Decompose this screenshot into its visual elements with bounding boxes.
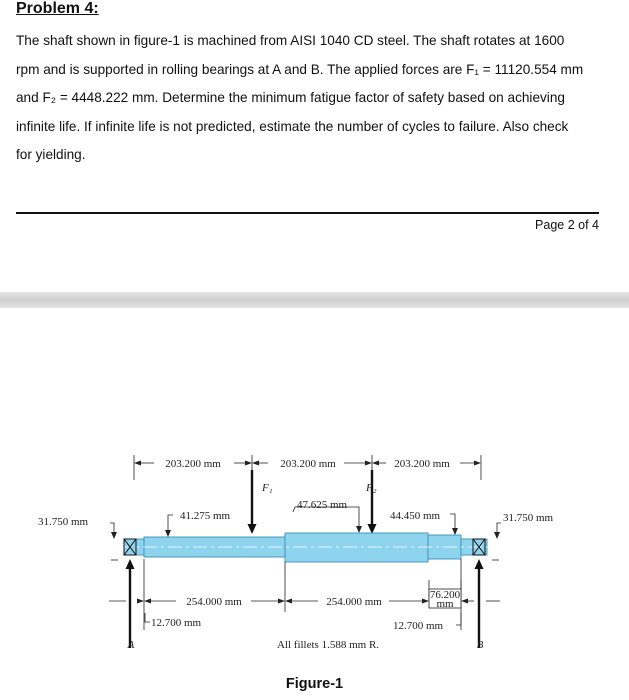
shoulder-left-label: 12.700 mm: [151, 617, 202, 629]
dim-seg1-label: 203.200 mm: [165, 458, 221, 470]
problem-line: for yielding.: [16, 147, 86, 162]
page-number: Page 2 of 4: [535, 218, 599, 232]
force-arrow-f1: [248, 470, 257, 534]
shoulder-left-leader: [145, 613, 150, 622]
shoulder-right-label: 12.700 mm: [393, 620, 444, 632]
dim-seg2-label: 203.200 mm: [280, 458, 336, 470]
shaft: [124, 533, 487, 562]
force-arrow-f2: [368, 470, 377, 534]
shoulder-right-leader: [456, 613, 461, 625]
support-b: [475, 559, 484, 648]
groove-unit-label: mm: [436, 598, 454, 610]
problem-line: The shaft shown in figure-1 is machined from AISI 1040 CD steel. The shaft rotates at 1600: [16, 33, 565, 48]
problem-line: rpm and is supported in rolling bearings at A and B. The applied forces are F₁ = 11120.554 mm: [16, 61, 584, 77]
fillets-note: All fillets 1.588 mm R.: [276, 639, 380, 651]
dim-seg3-label: 203.200 mm: [394, 458, 450, 470]
problem-line: and F₂ = 4448.222 mm. Determine the minimum fatigue factor of safety based on achieving: [16, 90, 565, 105]
force-f1-label: F₁: [262, 482, 273, 494]
len-right-label: 254.000 mm: [326, 596, 382, 608]
dia-left-end-label: 31.750 mm: [38, 516, 89, 528]
len-left-label: 254.000 mm: [186, 596, 242, 608]
support-b-label: B: [476, 639, 484, 651]
problem-title: Problem 4:: [16, 0, 99, 17]
dia-right-end-label: 31.750 mm: [503, 512, 554, 524]
dia-middle-label: 47.625 mm: [297, 499, 348, 511]
dia-step-left-label: 41.275 mm: [180, 510, 231, 522]
problem-line: infinite life. If infinite life is not predicted, estimate the number of cycles to failure. Also check: [16, 118, 569, 134]
dia-step-right-label: 44.450 mm: [390, 510, 441, 522]
support-a-label: A: [127, 639, 135, 651]
groove-length-label: 76.200: [429, 589, 461, 601]
problem-statement: [16, 27, 606, 170]
shaft-figure: [0, 440, 629, 700]
support-a: [126, 559, 135, 648]
force-f2-label: F₂: [366, 482, 377, 494]
page-separator: [0, 292, 629, 308]
footer-rule: [16, 212, 599, 214]
figure-caption: Figure-1: [285, 676, 344, 692]
